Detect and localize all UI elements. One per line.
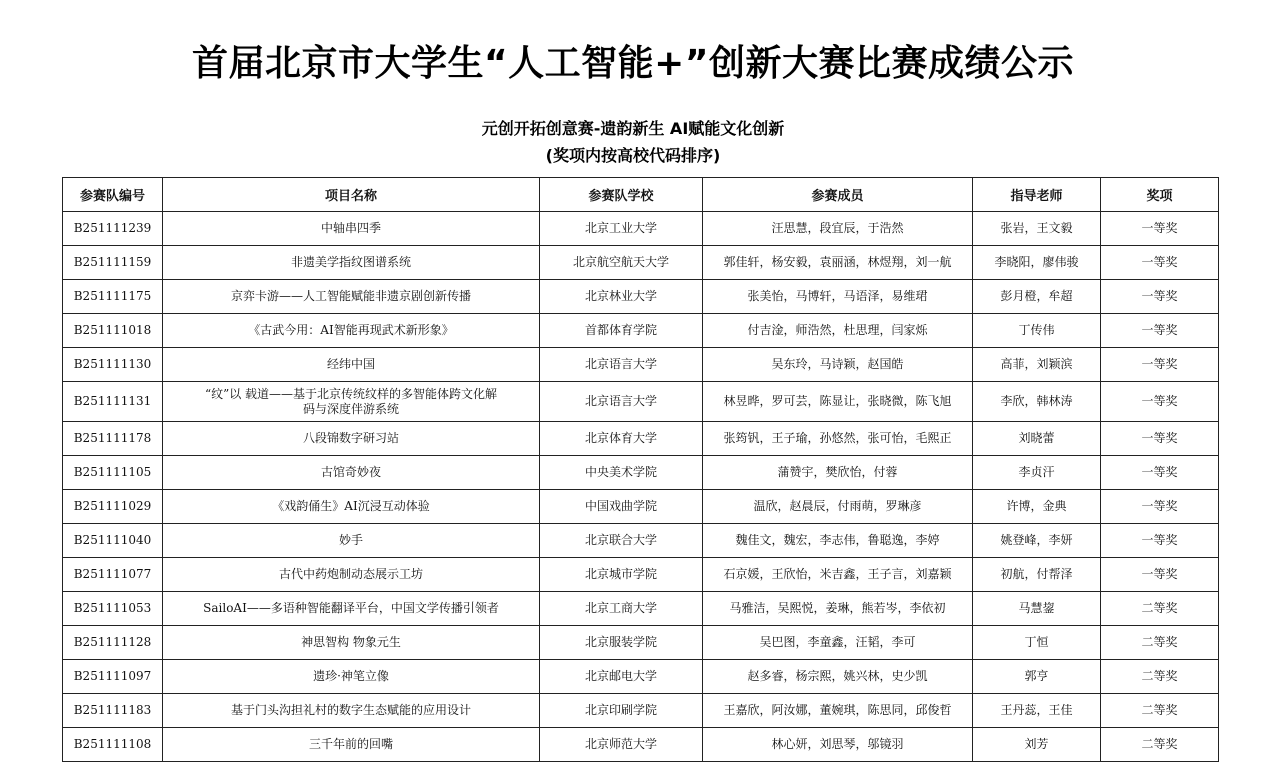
sort-note: (奖项内按高校代码排序) (545, 146, 721, 165)
table-row (63, 280, 1219, 314)
team-id: B251111108 (63, 728, 163, 762)
table-row (63, 422, 1219, 456)
team-id: B251111040 (63, 524, 163, 558)
header-advisor: 指导老师 (973, 178, 1101, 212)
members: 林心妍，刘思琴，邬镜羽 (703, 728, 973, 762)
school: 中国戏曲学院 (540, 490, 703, 524)
award: 二等奖 (1101, 626, 1219, 660)
members: 张美怡，马博轩，马语泽，易维珺 (703, 280, 973, 314)
project-name: “纹”以 载道——基于北京传统纹样的多智能体跨文化解码与深度伴游系统 (163, 382, 540, 422)
school: 北京师范大学 (540, 728, 703, 762)
award: 二等奖 (1101, 592, 1219, 626)
team-id: B251111175 (63, 280, 163, 314)
members: 石京媛，王欣怡，米吉鑫，王子言，刘嘉颖 (703, 558, 973, 592)
team-id: B251111159 (63, 246, 163, 280)
project-name: 妙手 (163, 524, 540, 558)
team-id: B251111128 (63, 626, 163, 660)
project-name: 遗珍·神笔立像 (163, 660, 540, 694)
team-id: B251111130 (63, 348, 163, 382)
team-id: B251111097 (63, 660, 163, 694)
table-row (63, 626, 1219, 660)
table-row (63, 314, 1219, 348)
members: 付吉淦，师浩然，杜思理，闫家烁 (703, 314, 973, 348)
school: 北京城市学院 (540, 558, 703, 592)
advisor: 初航，付帮泽 (973, 558, 1101, 592)
advisor: 高菲，刘颖滨 (973, 348, 1101, 382)
competition-track-title: 元创开拓创意赛-遗韵新生 AI赋能文化创新 (481, 119, 785, 138)
award: 一等奖 (1101, 212, 1219, 246)
team-id: B251111131 (63, 382, 163, 422)
advisor: 马慧鋆 (973, 592, 1101, 626)
project-name: 中轴串四季 (163, 212, 540, 246)
members: 吴东玲，马诗颖，赵国皓 (703, 348, 973, 382)
school: 中央美术学院 (540, 456, 703, 490)
school: 首都体育学院 (540, 314, 703, 348)
advisor: 李欣，韩林涛 (973, 382, 1101, 422)
school: 北京邮电大学 (540, 660, 703, 694)
project-name: 《古武今用：AI智能再现武术新形象》 (163, 314, 540, 348)
award: 一等奖 (1101, 280, 1219, 314)
school: 北京工商大学 (540, 592, 703, 626)
table-row (63, 592, 1219, 626)
header-members: 参赛成员 (703, 178, 973, 212)
team-id: B251111239 (63, 212, 163, 246)
table-row (63, 212, 1219, 246)
school: 北京林业大学 (540, 280, 703, 314)
header-team-id: 参赛队编号 (63, 178, 163, 212)
award: 一等奖 (1101, 558, 1219, 592)
members: 王嘉欣，阿汝娜，董婉琪，陈思同，邱俊哲 (703, 694, 973, 728)
award: 一等奖 (1101, 348, 1219, 382)
project-name: 古代中药炮制动态展示工坊 (163, 558, 540, 592)
project-name: 基于门头沟担礼村的数字生态赋能的应用设计 (163, 694, 540, 728)
results-table (62, 177, 1219, 762)
project-name: 《戏韵俑生》AI沉浸互动体验 (163, 490, 540, 524)
school: 北京工业大学 (540, 212, 703, 246)
award: 二等奖 (1101, 728, 1219, 762)
members: 马雅洁，吴熙悦，姜琳，熊若岑，李依初 (703, 592, 973, 626)
project-name: 八段锦数字研习站 (163, 422, 540, 456)
advisor: 李贞汗 (973, 456, 1101, 490)
team-id: B251111029 (63, 490, 163, 524)
advisor: 姚登峰，李妍 (973, 524, 1101, 558)
award: 一等奖 (1101, 456, 1219, 490)
project-name: SailoAI——多语种智能翻译平台，中国文学传播引领者 (163, 592, 540, 626)
project-name: 古馆奇妙夜 (163, 456, 540, 490)
project-name: 三千年前的回嘴 (163, 728, 540, 762)
header-award: 奖项 (1101, 178, 1219, 212)
members: 温欣，赵晨辰，付雨萌，罗琳彦 (703, 490, 973, 524)
advisor: 丁恒 (973, 626, 1101, 660)
school: 北京语言大学 (540, 348, 703, 382)
project-name: 神思智构 物象元生 (163, 626, 540, 660)
project-name: 非遗美学指纹图谱系统 (163, 246, 540, 280)
table-row (63, 728, 1219, 762)
table-row (63, 382, 1219, 422)
project-name: 经纬中国 (163, 348, 540, 382)
advisor: 王丹蕊，王佳 (973, 694, 1101, 728)
school: 北京服装学院 (540, 626, 703, 660)
school: 北京航空航天大学 (540, 246, 703, 280)
table-row (63, 694, 1219, 728)
members: 吴巴图，李童鑫，汪韬，李可 (703, 626, 973, 660)
table-row (63, 246, 1219, 280)
advisor: 郭亨 (973, 660, 1101, 694)
advisor: 丁传伟 (973, 314, 1101, 348)
members: 张筠钒，王子瑜，孙悠然，张可怡，毛熙正 (703, 422, 973, 456)
members: 汪思慧，段宜辰，于浩然 (703, 212, 973, 246)
award: 一等奖 (1101, 422, 1219, 456)
advisor: 张岩，王文毅 (973, 212, 1101, 246)
members: 林昱晔，罗可芸，陈显让，张晓微，陈飞旭 (703, 382, 973, 422)
school: 北京联合大学 (540, 524, 703, 558)
school: 北京语言大学 (540, 382, 703, 422)
table-row (63, 558, 1219, 592)
members: 魏佳文，魏宏，李志伟，鲁聪逸，李婷 (703, 524, 973, 558)
table-row (63, 456, 1219, 490)
school: 北京体育大学 (540, 422, 703, 456)
members: 赵多睿，杨宗熙，姚兴林，史少凯 (703, 660, 973, 694)
header-project-name: 项目名称 (163, 178, 540, 212)
award: 一等奖 (1101, 490, 1219, 524)
team-id: B251111183 (63, 694, 163, 728)
table-row (63, 660, 1219, 694)
page-title: 首届北京市大学生“人工智能+”创新大赛比赛成绩公示 (192, 43, 1074, 84)
team-id: B251111018 (63, 314, 163, 348)
advisor: 李晓阳，廖伟骏 (973, 246, 1101, 280)
advisor: 刘芳 (973, 728, 1101, 762)
members: 蒲赞宇，樊欣怡，付蓉 (703, 456, 973, 490)
award: 一等奖 (1101, 524, 1219, 558)
school: 北京印刷学院 (540, 694, 703, 728)
team-id: B251111053 (63, 592, 163, 626)
award: 一等奖 (1101, 382, 1219, 422)
award: 一等奖 (1101, 314, 1219, 348)
award: 二等奖 (1101, 694, 1219, 728)
team-id: B251111105 (63, 456, 163, 490)
team-id: B251111178 (63, 422, 163, 456)
table-row (63, 524, 1219, 558)
table-header-row (63, 178, 1219, 212)
advisor: 彭月橙，牟超 (973, 280, 1101, 314)
table-row (63, 348, 1219, 382)
advisor: 许博，金典 (973, 490, 1101, 524)
project-name: 京弈卡游——人工智能赋能非遗京剧创新传播 (163, 280, 540, 314)
award: 一等奖 (1101, 246, 1219, 280)
header-school: 参赛队学校 (540, 178, 703, 212)
table-row (63, 490, 1219, 524)
advisor: 刘晓蕾 (973, 422, 1101, 456)
award: 二等奖 (1101, 660, 1219, 694)
members: 郭佳轩，杨安毅，袁丽涵，林煜翔，刘一航 (703, 246, 973, 280)
team-id: B251111077 (63, 558, 163, 592)
